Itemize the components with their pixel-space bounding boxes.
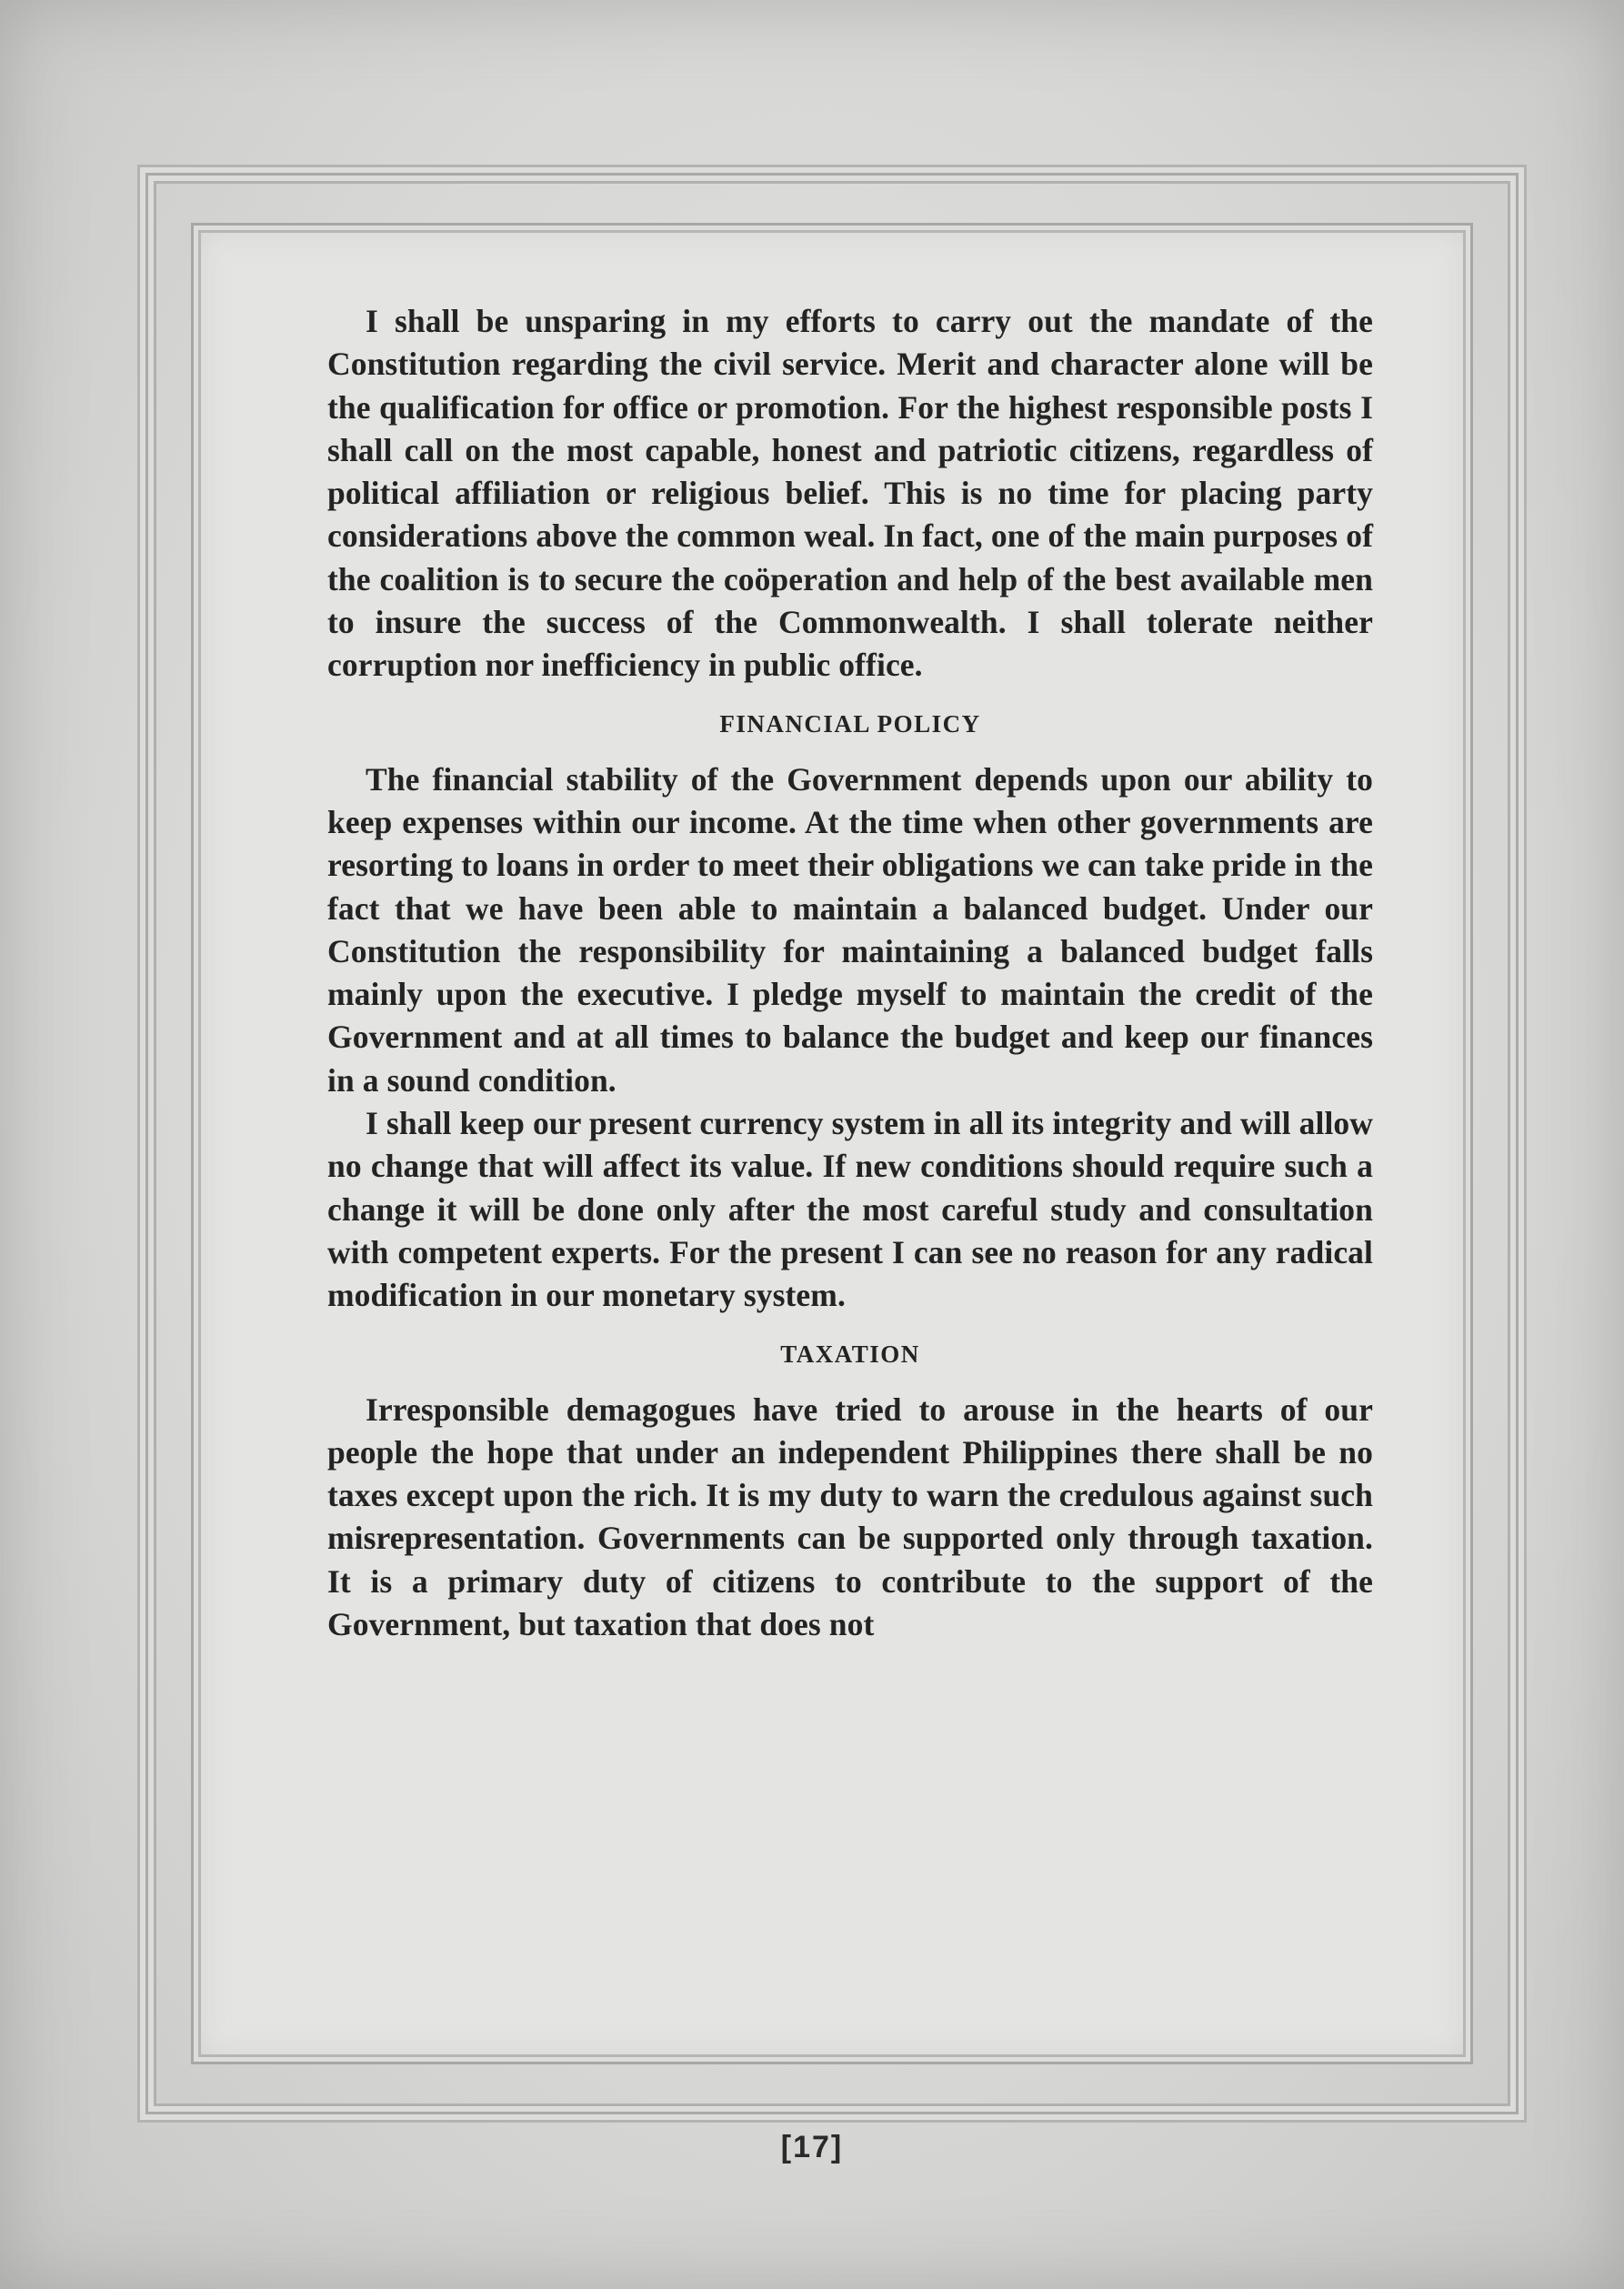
heading-financial-policy: FINANCIAL POLICY	[719, 709, 981, 738]
paragraph-financial-stability: The financial stability of the Government depends upon our ability to keep expenses within our income. At the time when other governments are resorting to loans in order to meet their obligations we can take pride in the fact that we have been able to maintain a balanced budget. Under our Constitution the responsibility for maintaining a balanced budget falls mainly upon the executive. I pledge myself to maintain the credit of the Government and at all times to balance the budget and keep our finances in a sound condition.	[327, 760, 1373, 1099]
paragraph-civil-service: I shall be unsparing in my efforts to carry out the mandate of the Constitution regarding the civil service. Merit and character alone will be the qualification for office or promotion. For the highest responsible posts I shall call on the most capable, honest and patriotic citizens, regardless of political affiliation or religious belief. This is no time for placing party considerations above the common weal. In fact, one of the main purposes of the coalition is to secure the coöperation and help of the best available men to insure the success of the Commonwealth. I shall tolerate neither corruption nor inefficiency in public office.	[327, 303, 1373, 684]
body-text	[327, 300, 1373, 1646]
paragraph-taxation: Irresponsible demagogues have tried to arouse in the hearts of our people the hope that under an independent Philippines there shall be no taxes except upon the rich. It is my duty to warn the credulous against such misrepresentation. Governments can be supported only through taxation. It is a primary duty of citizens to contribute to the support of the Government, but taxation that does not	[327, 1390, 1373, 1643]
heading-taxation: TAXATION	[780, 1340, 920, 1368]
paragraph-currency-system: I shall keep our present currency system in all its integrity and will allow no change that will affect its value. If new conditions should require such a change it will be done only after the most careful study and consultation with competent experts. For the present I can see no reason for any radical modification in our monetary system.	[327, 1105, 1373, 1314]
page-number: [17]	[780, 2130, 844, 2164]
